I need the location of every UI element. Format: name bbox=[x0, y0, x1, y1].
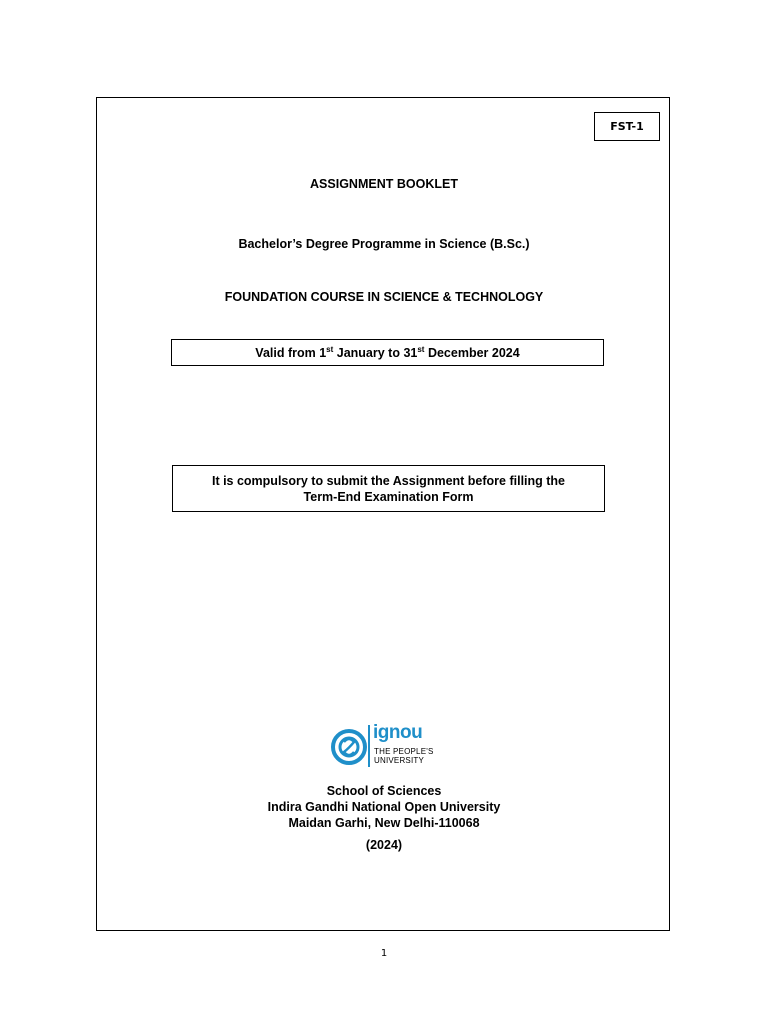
page-number: 1 bbox=[380, 948, 388, 959]
submission-notice-box bbox=[172, 465, 605, 512]
validity-box bbox=[171, 339, 604, 366]
course-code-badge bbox=[594, 112, 660, 141]
validity-text: Valid from 1st January to 31st December 2024 bbox=[255, 344, 520, 360]
logo-wordmark: ignou bbox=[373, 722, 423, 743]
university-location: Maidan Garhi, New Delhi-110068 bbox=[288, 816, 480, 830]
year: (2024) bbox=[365, 838, 403, 852]
university-name: Indira Gandhi National Open University bbox=[267, 800, 501, 814]
notice-line-1: It is compulsory to submit the Assignment before filling the bbox=[211, 473, 566, 488]
school-name: School of Sciences bbox=[326, 784, 442, 798]
logo-tagline: THE PEOPLE'S UNIVERSITY bbox=[374, 747, 434, 765]
course-code: FST-1 bbox=[610, 120, 644, 133]
notice-line-2: Term-End Examination Form bbox=[303, 489, 474, 504]
address-block bbox=[96, 783, 672, 831]
programme-title: Bachelor’s Degree Programme in Science (B.Sc.) bbox=[238, 237, 530, 251]
booklet-title: ASSIGNMENT BOOKLET bbox=[310, 177, 458, 191]
course-title: FOUNDATION COURSE IN SCIENCE & TECHNOLOGY bbox=[224, 290, 544, 304]
